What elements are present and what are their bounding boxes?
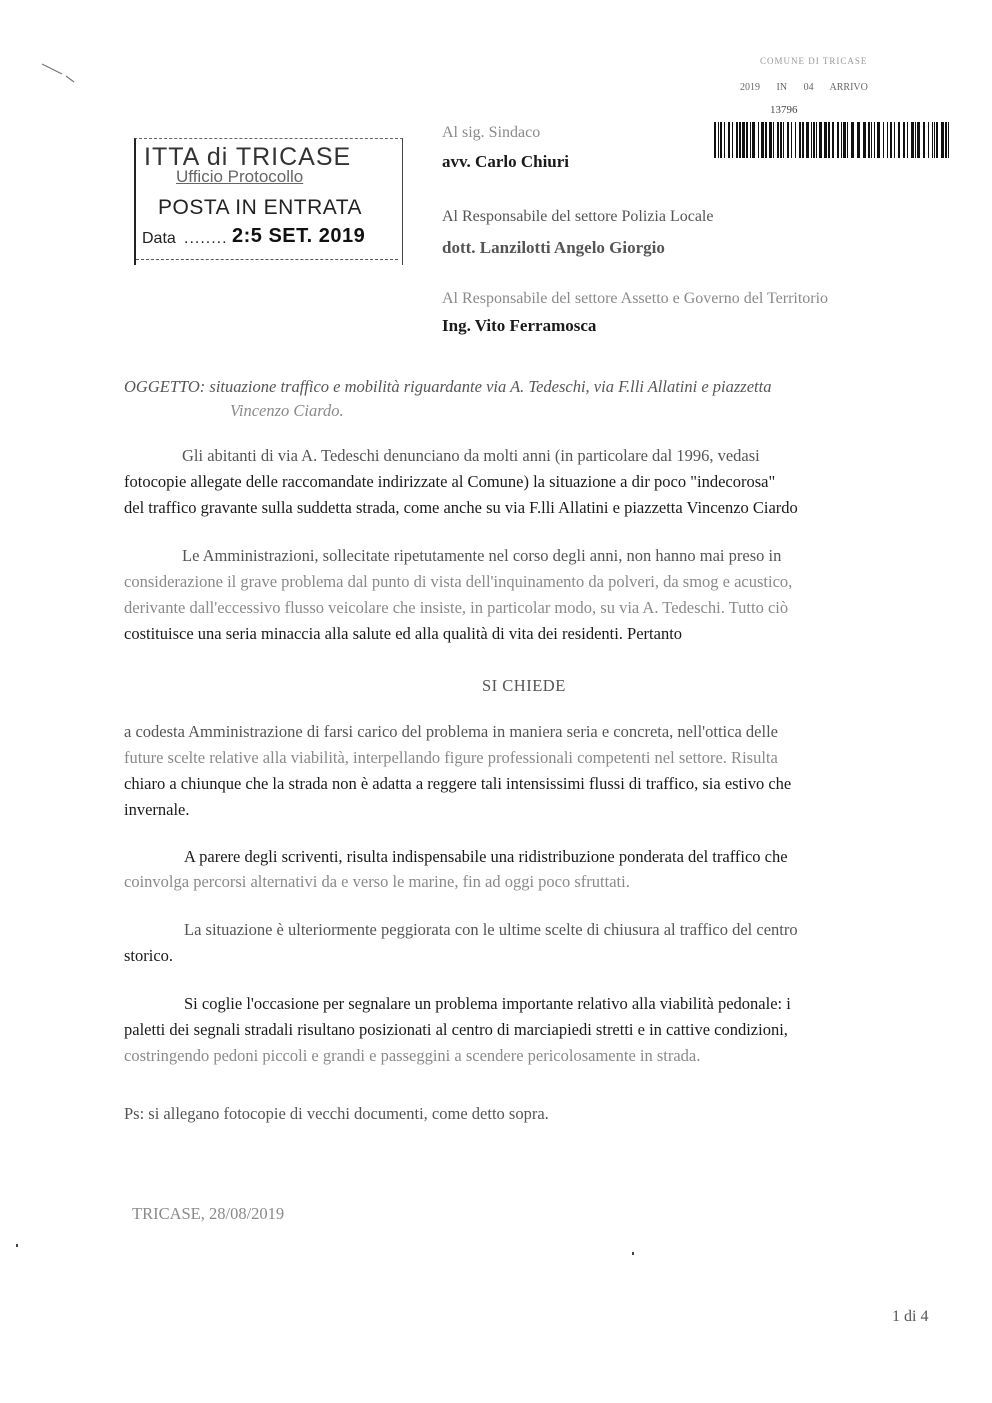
p1-line-3: del traffico gravante sulla suddetta strada, come anche su via F.lli Allatini e piazzetta Vincenzo Ciardo	[124, 498, 798, 517]
barcode-bar	[736, 122, 738, 158]
barcode-bar	[894, 122, 895, 158]
barcode-bar	[765, 122, 767, 158]
barcode-bar	[874, 122, 875, 158]
barcode-bar	[752, 122, 755, 158]
p4-line-1: A parere degli scriventi, risulta indispensabile una ridistribuzione ponderata del traffico che	[184, 847, 788, 866]
p2-line-3: derivante dall'eccessivo flusso veicolare che insiste, in particolar modo, su via A. Tedeschi. Tutto ciò	[124, 598, 789, 617]
barcode-bar	[824, 122, 827, 158]
barcode-bar	[828, 122, 830, 158]
scan-mark	[40, 60, 80, 90]
barcode-bar	[769, 122, 772, 158]
subject-line-2: Vincenzo Ciardo.	[230, 401, 344, 420]
p3-line-4: invernale.	[124, 800, 190, 819]
recipient-role-2: Al Responsabile del settore Polizia Locale	[442, 208, 714, 225]
p4-line-2: coinvolga percorsi alternativi da e verso le marine, fin ad oggi poco sfruttati.	[124, 872, 630, 891]
barcode-bar	[915, 122, 916, 158]
barcode-bar	[714, 122, 716, 158]
barcode-bar	[795, 122, 796, 158]
barcode-bar	[917, 122, 920, 158]
p5-line-1: La situazione è ulteriormente peggiorata con le ultime scelte di chiusura al traffico del centro	[184, 920, 798, 939]
barcode-bar	[911, 122, 914, 158]
barcode-grid	[740, 82, 882, 93]
barcode-bar	[750, 122, 751, 158]
barcode-bar	[843, 122, 846, 158]
barcode-bar	[777, 122, 779, 158]
recipient-role-3: Al Responsabile del settore Assetto e Governo del Territorio	[442, 290, 829, 307]
subject-line-1: OGGETTO: situazione traffico e mobilità riguardante via A. Tedeschi, via F.lli Allatini e piazzetta	[124, 377, 772, 396]
barcode-bar	[724, 122, 725, 158]
barcode-bar	[816, 122, 817, 158]
place-date: TRICASE, 28/08/2019	[132, 1204, 285, 1223]
barcode-number: 13796	[770, 104, 798, 116]
postscript: Ps: si allegano fotocopie di vecchi documenti, come detto sopra.	[124, 1104, 549, 1123]
barcode-bar	[871, 122, 872, 158]
p1-line-1: Gli abitanti di via A. Tedeschi denunciano da molti anni (in particolare dal 1996, vedasi	[182, 446, 760, 465]
p2-line-1: Le Amministrazioni, sollecitate ripetutamente nel corso degli anni, non hanno mai preso in	[182, 546, 782, 565]
stamp-date: 2:5 SET. 2019	[232, 225, 366, 247]
barcode-bar	[857, 122, 860, 158]
stamp-dots: ........	[184, 230, 228, 247]
barcode-bar	[936, 122, 938, 158]
barcode-bar	[739, 122, 741, 158]
barcode-bar	[718, 122, 719, 158]
barcode-bar	[791, 122, 792, 158]
barcode-bar	[903, 122, 905, 158]
p1-line-2: fotocopie allegate delle raccomandate indirizzate al Comune) la situazione a dir poco "indecorosa"	[124, 472, 776, 491]
request-heading: SI CHIEDE	[482, 676, 566, 695]
stamp-city: ITTA di TRICASE	[144, 143, 352, 171]
p2-line-4: costituisce una seria minaccia alla salute ed alla qualità di vita dei residenti. Pertanto	[124, 624, 683, 643]
p3-line-1: a codesta Amministrazione di farsi carico del problema in maniera seria e concreta, nell'ottica delle	[124, 722, 778, 741]
recipient-name-3: Ing. Vito Ferramosca	[442, 316, 597, 335]
barcode-bar	[941, 122, 944, 158]
barcode-bar	[934, 122, 935, 158]
barcode-bar	[806, 122, 809, 158]
barcode-bar	[928, 122, 929, 158]
scan-speck	[632, 1252, 634, 1255]
barcode-type: ARRIVO	[829, 82, 868, 93]
barcode-bar	[802, 122, 804, 158]
barcode-bar	[841, 122, 842, 158]
barcode-bar	[811, 122, 812, 158]
barcode-header: COMUNE DI TRICASE	[760, 56, 868, 66]
stamp-data-label: Data	[142, 230, 176, 247]
barcode-bar	[907, 122, 908, 158]
barcode-bar	[868, 122, 870, 158]
barcode-bar	[819, 122, 822, 158]
barcode-bar	[832, 122, 834, 158]
scan-speck	[16, 1244, 18, 1247]
barcode-bar	[799, 122, 801, 158]
recipient-role-1: Al sig. Sindaco	[442, 124, 541, 141]
p3-line-3: chiaro a chiunque che la strada non è adatta a reggere tali intensissimi flussi di traffico, sia estivo che	[124, 774, 792, 793]
recipient-name-2: dott. Lanzilotti Angelo Giorgio	[442, 238, 665, 257]
barcode-bar	[780, 122, 782, 158]
barcode-direction: IN	[776, 82, 788, 93]
barcode-bar	[746, 122, 748, 158]
barcode-bar	[742, 122, 745, 158]
barcode-bar	[787, 122, 789, 158]
barcode-bar	[883, 122, 884, 158]
protocol-barcode-label	[710, 52, 960, 164]
barcode-bar	[932, 122, 933, 158]
barcode-bar	[758, 122, 759, 158]
stamp-posta: POSTA IN ENTRATA	[158, 196, 363, 219]
p6-line-3: costringendo pedoni piccoli e grandi e passeggini a scendere pericolosamente in strada.	[124, 1046, 701, 1065]
barcode-bar	[890, 122, 892, 158]
stamp-office: Ufficio Protocollo	[176, 167, 304, 186]
barcode-bar	[773, 122, 774, 158]
barcode-bar	[732, 122, 733, 158]
p2-line-2: considerazione il grave problema dal punto di vista dell'inquinamento da polveri, da smog e acustico,	[124, 572, 793, 591]
p6-line-1: Si coglie l'occasione per segnalare un problema importante relativo alla viabilità pedonale: i	[184, 994, 791, 1013]
protocol-stamp	[134, 138, 403, 265]
barcode-bar	[887, 122, 888, 158]
barcode-bar	[945, 122, 947, 158]
p3-line-2: future scelte relative alla viabilità, interpellando figure professionali competenti nel settore. Risulta	[124, 748, 778, 767]
barcode-code: 04	[803, 82, 814, 93]
recipient-name-1: avv. Carlo Chiuri	[442, 152, 570, 171]
barcode-bar	[720, 122, 722, 158]
barcode-bar	[948, 122, 949, 158]
barcode-bar	[923, 122, 925, 158]
barcode-bars	[710, 122, 955, 162]
barcode-bar	[851, 122, 854, 158]
barcode-year: 2019	[740, 82, 760, 93]
barcode-bar	[761, 122, 764, 158]
stamp-underline	[136, 259, 398, 260]
p5-line-2: storico.	[124, 946, 174, 965]
barcode-bar	[837, 122, 839, 158]
barcode-bar	[847, 122, 848, 158]
barcode-bar	[863, 122, 866, 158]
barcode-bar	[813, 122, 815, 158]
barcode-bar	[783, 122, 784, 158]
page-number: 1 di 4	[892, 1308, 929, 1325]
barcode-bar	[898, 122, 900, 158]
barcode-bar	[728, 122, 730, 158]
p6-line-2: paletti dei segnali stradali risultano posizionati al centro di marciapiedi stretti e in cattive condizioni,	[124, 1020, 788, 1039]
barcode-bar	[877, 122, 880, 158]
